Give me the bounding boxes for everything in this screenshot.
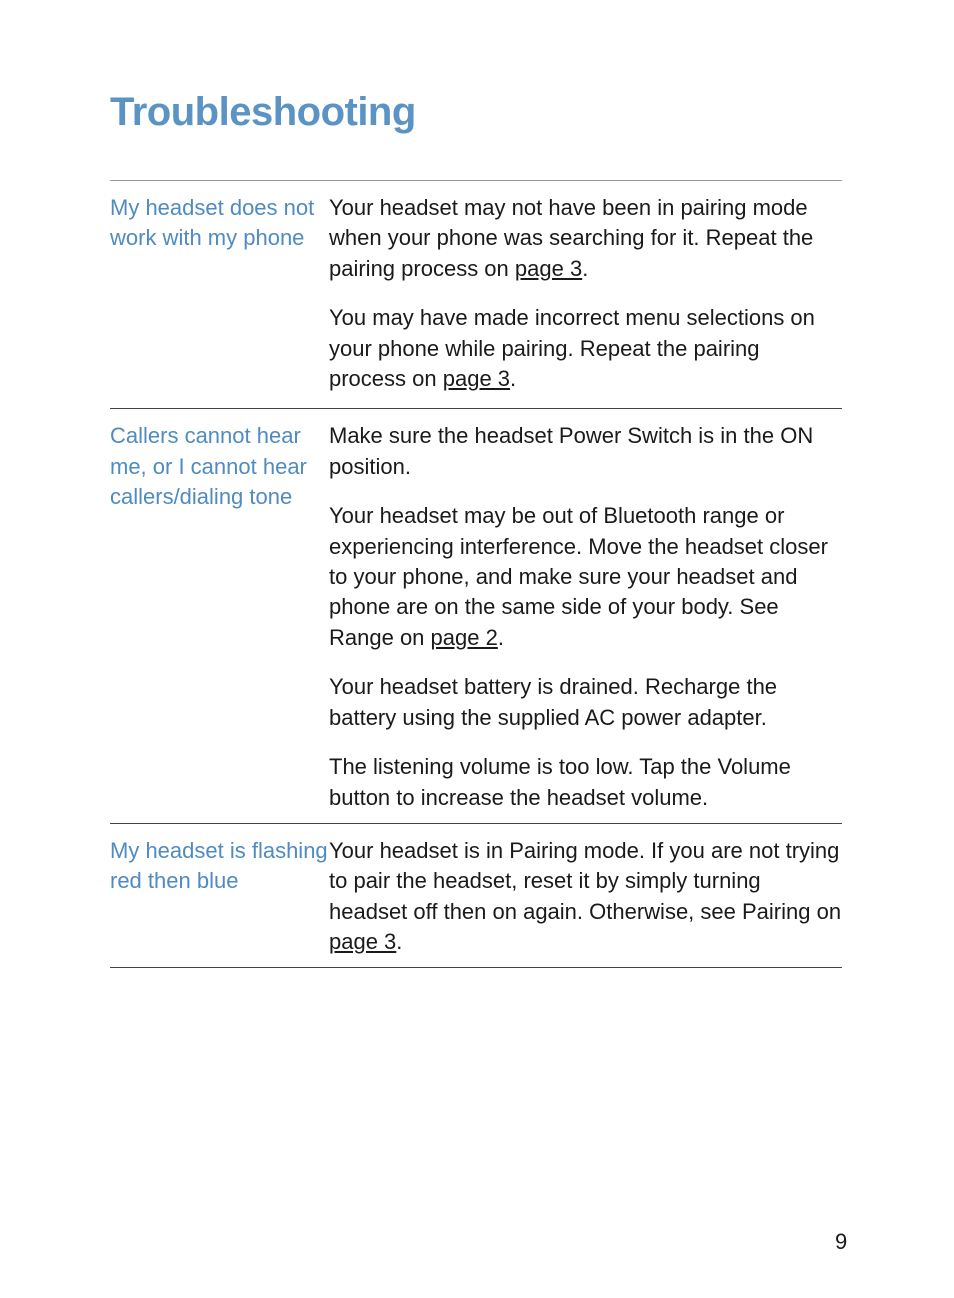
problem-cell: Callers cannot hear me, or I cannot hear callers/dialing tone: [110, 423, 307, 509]
page-link[interactable]: page 3: [329, 928, 397, 954]
solutions-cell: [329, 421, 842, 813]
solution-text: Make sure the headset Power Switch is in the ON position.: [329, 423, 814, 479]
table-row: [110, 181, 842, 409]
problem-cell: My headset is flashing red then blue: [110, 838, 328, 894]
solution-text: You may have made incorrect menu selections on your phone while pairing. Repeat the pairing process on page 3.: [329, 305, 815, 391]
page-link[interactable]: page 2: [430, 624, 498, 650]
troubleshooting-table: [110, 180, 842, 968]
page-link[interactable]: page 3: [514, 255, 583, 281]
page-link[interactable]: page 3: [442, 365, 511, 391]
problem-cell: My headset does not work with my phone: [110, 195, 315, 251]
solution-text: The listening volume is too low. Tap the Volume button to increase the headset volume.: [329, 754, 791, 810]
solution-text: Your headset may be out of Bluetooth range or experiencing interference. Move the headset closer to your phone, and make sure your headset and phone are on the same side of your body. See Range on page 2.: [329, 503, 828, 650]
solution-text: Your headset battery is drained. Recharge the battery using the supplied AC power adapter.: [329, 674, 778, 730]
solutions-cell: [329, 193, 842, 394]
table-row: [110, 409, 842, 824]
page-title: Troubleshooting: [110, 90, 416, 134]
solution-text: Your headset may not have been in pairing mode when your phone was searching for it. Repeat the pairing process on page 3.: [329, 195, 814, 281]
solution-text: Your headset is in Pairing mode. If you are not trying to pair the headset, reset it by simply turning headset off then on again. Otherwise, see Pairing on page 3.: [329, 838, 842, 954]
table-row: [110, 824, 842, 968]
solutions-cell: [329, 836, 842, 957]
page-number: 9: [835, 1229, 848, 1254]
